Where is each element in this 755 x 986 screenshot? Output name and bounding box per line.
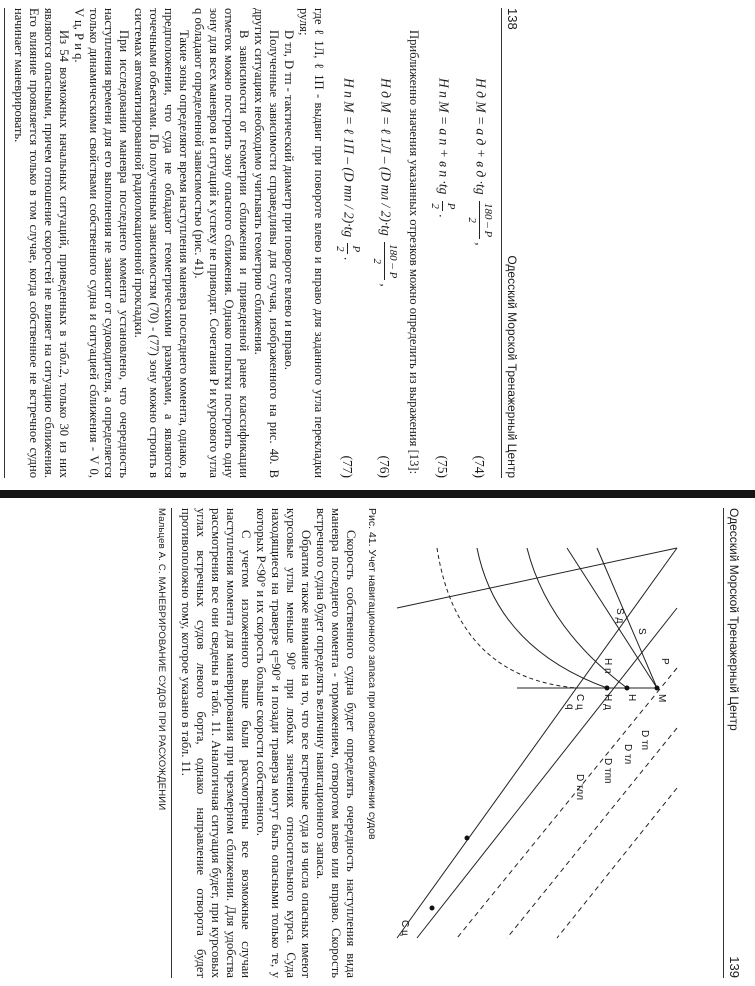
numerator: P (442, 201, 458, 212)
equation-tail: . (341, 257, 357, 261)
paragraph: С учетом изложенного выше были рассмотрены все возможные случаи наступления момента для маневрирования при чрезмерном сближении. Для удобства рассмотрения все они сведены в табл. 11. Аналогичная ситуация будет, при курсовых углах встречных судов левого борта, однако направление отворота будет противоположно тому, которое указано в табл. 11. (179, 508, 253, 978)
figure-label: D тп (639, 730, 650, 750)
where-clause: D тл, D тп - тактический диаметр при повороте влево и вправо. (282, 30, 296, 370)
denominator: 2 (334, 246, 346, 252)
figure-label: S д (614, 608, 625, 624)
numerator: 180 – P (384, 242, 400, 280)
figure-label: P (659, 658, 670, 665)
paragraph: Скорость собственного судна будет определять очередность наступления вида маневра последнего момента - торможением, отворотом влево или вправо. Скорость встречного судна будет определять величину навигационного запаса. (314, 508, 358, 978)
denominator: 2 (429, 203, 441, 209)
fraction (332, 243, 363, 254)
diagram-line (477, 548, 607, 688)
equation-lhs: H п M = ℓ 1П – (D тп / 2)·tg (341, 78, 357, 238)
diagram-point (465, 836, 470, 841)
diagram-line (397, 548, 677, 938)
equation-lhs: H д M = a д + в д ·tg (473, 78, 489, 195)
denominator: 2 (371, 258, 383, 264)
figure-label: H д (602, 694, 613, 710)
paragraph: Такие зоны определяют время наступления маневра последнего момента, однако, в предположении, что суда не обладают геометрическими размерами, а являются точечными объектами. По полученным зависимостям (70) - (77) зону можно строить в системах автоматизированной радиолокационной прокладки. (132, 8, 191, 478)
fraction (427, 201, 458, 212)
page-header (501, 8, 520, 478)
equation-number: (77) (340, 455, 355, 478)
figure-label: D тл (622, 744, 633, 765)
figure-label: D тпп (602, 758, 613, 784)
numerator: 180 – P (479, 201, 495, 239)
figure-41-diagram (387, 508, 717, 978)
header-title: Одесский Морской Тренажерный Центр (505, 255, 519, 478)
equation-number: (74) (472, 455, 487, 478)
equation-tail: , (378, 283, 394, 287)
paragraph: Обратим также внимание на то, что все встречные суда из числа опасных имеют курсовые углы меньше 90° при любых значениях относительного курса. Суда находящиеся на траверзе q=90° и позади траверза могут быть опасными только те, у которых P<90° и их скорость больше скорости собственного. (254, 508, 313, 978)
fraction (369, 242, 400, 280)
equation-tail: , (473, 242, 489, 246)
diagram-line (557, 788, 677, 938)
equation-75 (427, 8, 458, 478)
equation-77 (332, 8, 363, 478)
denominator: 2 (466, 217, 478, 223)
page-header (723, 508, 742, 978)
figure-label: H п (602, 658, 613, 674)
figure-label: S (636, 628, 647, 635)
figure-label: C ц (399, 920, 410, 936)
figure-label: D тлл (574, 774, 585, 801)
equation-number: (75) (435, 455, 450, 478)
numerator: P (347, 243, 363, 254)
diagram-point (605, 686, 610, 691)
page-number: 138 (505, 8, 520, 30)
paragraph: Приближенно значения указанных отрезков можно определить из выражения [13]: (407, 30, 421, 475)
diagram-point (655, 686, 660, 691)
equation-74 (464, 8, 495, 478)
header-title: Одесский Морской Тренажерный Центр (727, 508, 741, 731)
page-number: 139 (727, 956, 742, 978)
fraction (464, 201, 495, 239)
paragraph: В зависимости от геометрии сближения и приведенной ранее классификации отметок можно построить зону опасного сближения. Однако попытки построить одну зону для всех маневров и ситуаций к успеху не приводят. Сочетания Р и курсового угла q обладают определенной зависимостью (рис. 41). (192, 8, 251, 478)
figure-label: q (564, 704, 575, 710)
page-footer: Мальцев А. С. МАНЕВРИРОВАНИЕ СУДОВ ПРИ РАСХОЖДЕНИИ (154, 508, 172, 978)
diagram-line (507, 728, 677, 938)
figure-label: C ц (574, 694, 585, 710)
where-clause: где ℓ 1Л, ℓ 1П - выдвиг при повороте влево и вправо для заданного угла перекладки руля; (297, 8, 326, 478)
paragraph: При исследовании маневра последнего момента установлено, что очередность наступления времени для его выполнения не зависит от судоводителя, а определяется только динамическими свойствами собственного судна и ситуацией сближения - V 0, V ц, Р и q. (72, 8, 131, 478)
equation-lhs: H д M = ℓ 1Л – (D тл / 2)·tg (378, 78, 394, 236)
equation-tail: . (436, 214, 452, 218)
page-gutter (0, 485, 755, 503)
figure-label: H (626, 694, 637, 702)
bottom-page (62, 508, 742, 978)
equation-lhs: H п M = a п + в п ·tg (436, 78, 452, 195)
paragraph: Из 54 возможных начальных ситуаций, приведенных в табл.2, только 30 из них являются опасными, причем отношение скоростей не влияет на ситуацию сближения. Его влияние проявляется только в том случае, когда собственное не встречное судно начинает маневрировать. (12, 8, 71, 478)
page-footer (0, 8, 5, 478)
diagram-point (430, 906, 435, 911)
paragraph: Полученные зависимости справедливы для случая, изображенного на рис. 40. В других ситуациях необходимо учитывать геометрию сближения. (252, 8, 281, 478)
equation-76 (369, 8, 400, 478)
top-page (12, 8, 520, 478)
equation-number: (76) (377, 455, 392, 478)
figure-caption: Рис. 41. Учет навигационного запаса при опасном сближении судов (366, 508, 378, 840)
diagram-point (625, 686, 630, 691)
figure-label: M (656, 694, 667, 703)
